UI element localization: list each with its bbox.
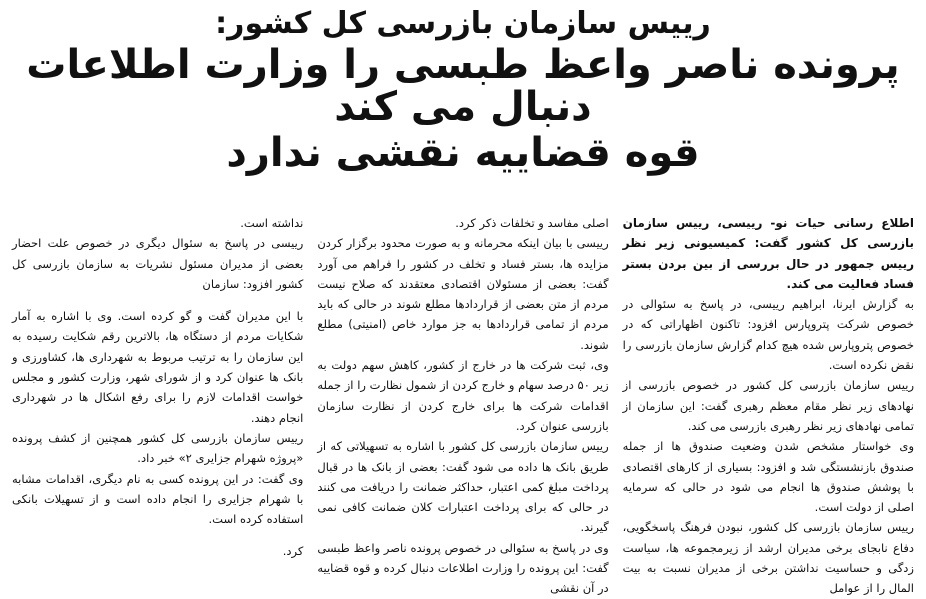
article-lede: اطلاع رسانی حیات نو- رییسی، رییس سازمان بازرسی کل کشور گفت: کمیسیونی زیر نظر رییس جمهور در حال بررسی از بین بردن بستر فساد فعالیت می کند. xyxy=(622,216,914,291)
article-paragraph: رییس سازمان بازرسی کل کشور همچنین از کشف پرونده «پروژه شهرام جزایری ۲» خبر داد. xyxy=(12,430,304,466)
article-paragraph: کرد. xyxy=(282,544,304,559)
article-paragraph: به گزارش ایرنا، ابراهیم رییسی، در پاسخ به سئوالی در خصوص شرکت پتروپارس افزود: تاکنون اظهاراتی که در خصوص پتروپارس شده هیچ کدام گزارش سازمان بازرسی را نقض نکرده است. xyxy=(622,297,914,373)
article-paragraph: رییسی با بیان اینکه محرمانه و به صورت محدود برگزار کردن مزایده ها، بستر فساد و تخلف در کشور را فراهم می آورد گفت: بعضی از مسئولان اقتصادی معتقدند که صلاح نیست مردم از متن بعضی از قراردادها مطلع شوند در حالی که باید مردم از تمامی قراردادها به جز موارد خاص (امنیتی) مطلع شوند. xyxy=(317,236,609,352)
headline-title-line-2: قوه قضاییه نقشی ندارد xyxy=(226,129,700,176)
newspaper-page xyxy=(0,6,926,596)
article-paragraph: وی، ثبت شرکت ها در خارج از کشور، کاهش سهم دولت به زیر ۵۰ درصد سهام و خارج کردن از شمول نظارت را از جمله اقدامات شرکت ها برای خارج کردن از نظارت سازمان بازرسی عنوان کرد. xyxy=(317,358,609,433)
article-paragraph: رییس سازمان بازرسی کل کشور، نبودن فرهنگ پاسخگویی، دفاع نابجای برخی مدیران ارشد از زیرمجموعه ها، سیاست زدگی و حساسیت نداشتن برخی از مدیران نسبت به بیت المال را از عوامل xyxy=(622,520,914,596)
article-paragraph: وی در پاسخ به سئوالی در خصوص پرونده ناصر واعظ طبسی گفت: این پرونده را وزارت اطلاعات دنبال کرده و قوه قضاییه در آن نقشی xyxy=(317,540,609,596)
headline-block xyxy=(12,8,914,174)
headline-title-line-1: پرونده ناصر واعظ طبسی را وزارت اطلاعات دنبال می کند xyxy=(26,41,900,130)
article-paragraph: وی گفت: در این پرونده کسی به نام دیگری، اقدامات مشابه با شهرام جزایری را انجام داده است و از تسهیلات بانکی استفاده کرده است. xyxy=(12,471,304,527)
article-columns xyxy=(12,213,914,596)
article-paragraph: با این مدیران گفت و گو کرده است. وی با اشاره به آمار شکایات مردم از دستگاه ها، بالاترین رقم شکایت رسیده به این سازمان را به ترتیب مربوط به شهرداری ها، کشاورزی و بانک ها عنوان کرد و از شورای شهر، وزارت کشور و مجلس خواست اقدامات لازم را برای رفع اشکال ها در شهرداری انجام دهند. xyxy=(12,309,304,425)
article-column-middle xyxy=(317,213,609,596)
article-paragraph: رییسی در پاسخ به سئوال دیگری در خصوص علت احضار بعضی از مدیران مسئول نشریات به سازمان بازرسی کل کشور افزود: سازمان xyxy=(12,236,304,291)
headline-kicker: رییس سازمان بازرسی کل کشور: xyxy=(215,6,711,41)
article-paragraph: رییس سازمان بازرسی کل کشور با اشاره به تسهیلاتی که از طریق بانک ها داده می شود گفت: بعضی از بانک ها در قبال پرداخت مبلغ کمی اعتبار، حداکثر ضمانت را دریافت می کنند در حالی که برای پرداخت اعتبارات کلان ضمانت کافی نمی گیرند. xyxy=(317,439,609,535)
article-paragraph: نداشته است. xyxy=(240,216,304,230)
article-paragraph: وی خواستار مشخص شدن وضعیت صندوق ها از جمله صندوق بازنشستگی شد و افزود: بسیاری از کارهای اقتصادی با پوشش صندوق ها انجام می شود در حالی که سرمایه اصلی از دولت است. xyxy=(622,439,914,515)
article-paragraph: رییس سازمان بازرسی کل کشور در خصوص بازرسی از نهادهای زیر نظر مقام معظم رهبری گفت: این سازمان از تمامی نهادهای زیر نظر رهبری بازرسی می کند. xyxy=(622,378,914,433)
article-column-left xyxy=(12,213,304,559)
article-paragraph: اصلی مفاسد و تخلفات ذکر کرد. xyxy=(455,216,609,230)
article-column-right xyxy=(622,213,914,596)
